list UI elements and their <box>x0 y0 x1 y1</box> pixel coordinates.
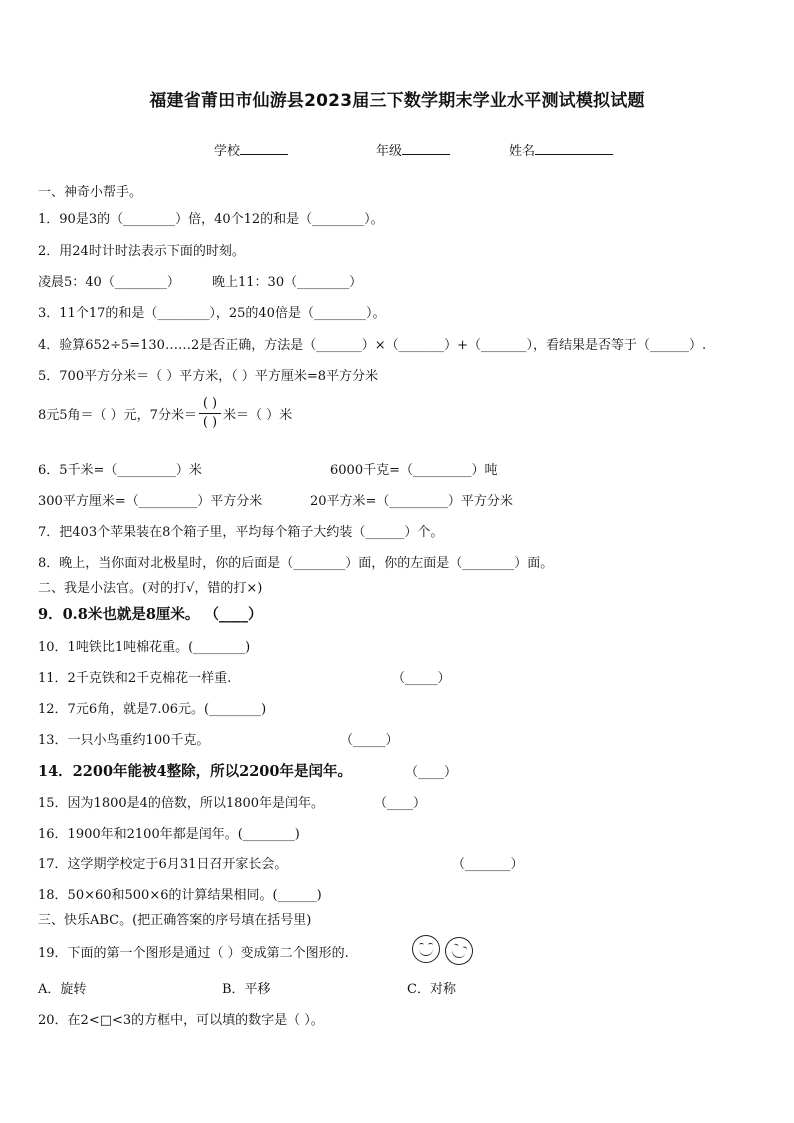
question-19-option-b[interactable]: B．平移 <box>222 982 271 997</box>
question-13: 13．一只小鸟重约100千克。 <box>38 733 210 748</box>
question-10: 10．1吨铁比1吨棉花重。(________) <box>38 640 251 655</box>
question-18: 18．50×60和500×6的计算结果相同。(______) <box>38 888 322 903</box>
question-3: 3．11个17的和是（________），25的40倍是（________）。 <box>38 306 386 321</box>
fraction-denominator: ( ) <box>202 415 218 430</box>
question-5-b-part1: 8元5角＝（ ）元，7分米＝ <box>38 408 197 423</box>
fraction-numerator: ( ) <box>202 396 218 411</box>
smiley-eye-icon <box>419 943 424 947</box>
fraction <box>199 396 221 431</box>
question-1: 1．90是3的（________）倍，40个12的和是（________）。 <box>38 212 384 227</box>
section1-heading: 一、神奇小帮手。 <box>38 185 143 200</box>
question-12: 12．7元6角，就是7.06元。(________) <box>38 702 267 717</box>
smiley-face-icon <box>412 935 440 963</box>
question-17-blank[interactable]: （_______） <box>452 857 524 872</box>
school-label: 学校 <box>214 144 241 159</box>
question-9: 9．0.8米也就是8厘米。 （____） <box>38 606 263 623</box>
school-field <box>214 140 288 159</box>
question-7: 7．把403个苹果装在8个箱子里，平均每个箱子大约装（______）个。 <box>38 525 444 540</box>
smiley-face-rotated-icon <box>441 933 476 968</box>
question-15-blank[interactable]: （____） <box>374 796 427 811</box>
smiley-mouth-icon <box>419 948 433 956</box>
question-19: 19．下面的第一个图形是通过（ ）变成第二个图形的. <box>38 946 349 961</box>
question-13-blank[interactable]: （_____） <box>340 733 399 748</box>
question-15: 15．因为1800是4的倍数，所以1800年是闰年。 <box>38 796 324 811</box>
name-label: 姓名 <box>509 144 536 159</box>
page-title: 福建省莆田市仙游县2023届三下数学期末学业水平测试模拟试题 <box>149 91 645 111</box>
grade-field <box>376 140 450 159</box>
section2-heading: 二、我是小法官。(对的打√，错的打×) <box>38 581 263 596</box>
question-11: 11．2千克铁和2千克棉花一样重. <box>38 671 232 686</box>
question-5-b-part2: 米＝（ ）米 <box>222 408 293 423</box>
question-14-blank[interactable]: （____） <box>405 765 458 780</box>
question-6-b: 6000千克=（_________）吨 <box>330 463 498 478</box>
smiley-eye-icon <box>428 943 433 947</box>
question-2-b: 晚上11：30（________） <box>212 275 363 290</box>
question-16: 16．1900年和2100年都是闰年。(________) <box>38 827 300 842</box>
question-5: 5．700平方分米＝（ ）平方米，（ ）平方厘米=8平方分米 <box>38 369 379 384</box>
school-blank[interactable] <box>240 141 288 155</box>
grade-blank[interactable] <box>402 141 450 155</box>
question-2-a: 凌晨5：40（________） <box>38 275 180 290</box>
question-17: 17．这学期学校定于6月31日召开家长会。 <box>38 857 288 872</box>
question-4: 4．验算652÷5=130……2是否正确，方法是（_______）×（_______）+（_______），看结果是否等于（______）. <box>38 338 707 353</box>
question-19-option-a[interactable]: A．旋转 <box>38 982 87 997</box>
question-20: 20．在2<□<3的方框中，可以填的数字是（ ）。 <box>38 1013 324 1028</box>
question-6-a: 6．5千米=（_________）米 <box>38 463 202 478</box>
name-field <box>509 140 613 159</box>
question-14: 14．2200年能被4整除，所以2200年是闰年。 <box>38 763 352 780</box>
question-6-c: 300平方厘米=（_________）平方分米 <box>38 494 263 509</box>
question-11-blank[interactable]: （_____） <box>392 671 451 686</box>
fraction-bar <box>199 413 221 414</box>
section3-heading: 三、快乐ABC。(把正确答案的序号填在括号里) <box>38 913 312 928</box>
question-8: 8．晚上，当你面对北极星时，你的后面是（________）面，你的左面是（________）面。 <box>38 556 554 571</box>
grade-label: 年级 <box>376 144 403 159</box>
question-2: 2．用24时计时法表示下面的时刻。 <box>38 244 245 259</box>
question-5-b <box>38 396 292 431</box>
name-blank[interactable] <box>535 141 613 155</box>
question-19-option-c[interactable]: C．对称 <box>407 982 456 997</box>
question-6-d: 20平方米=（_________）平方分米 <box>310 494 513 509</box>
